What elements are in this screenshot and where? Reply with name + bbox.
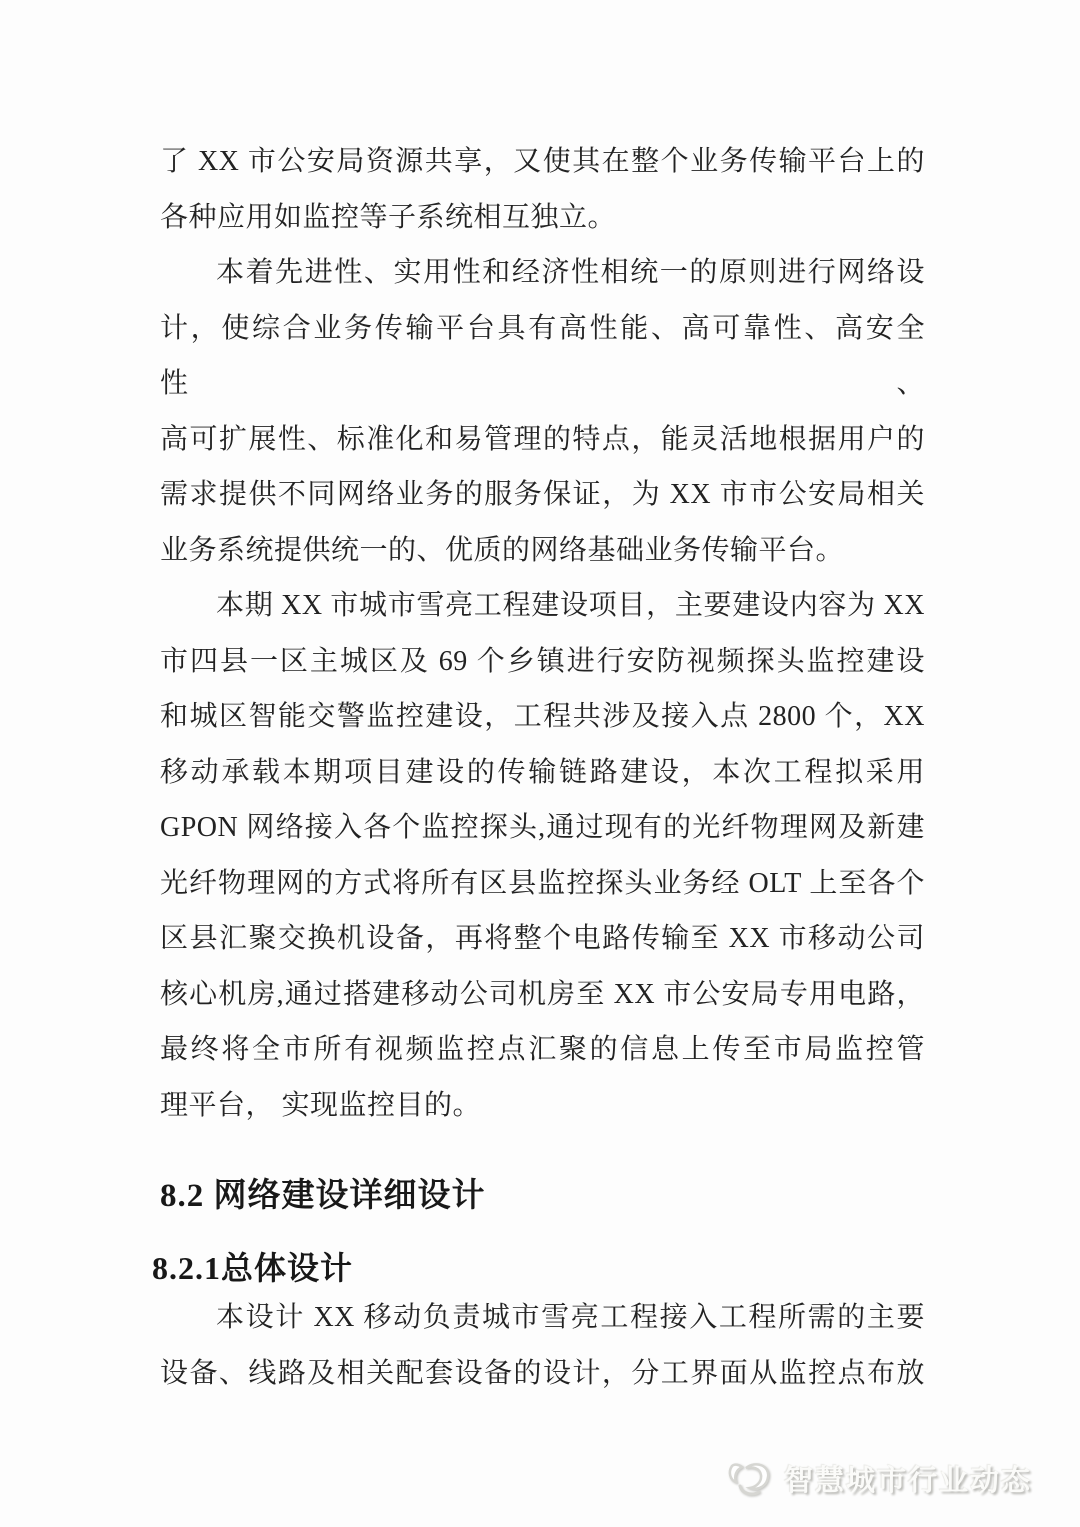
document-line: 了 XX 市公安局资源共享，又使其在整个业务传输平台上的 [160, 146, 925, 177]
document-line: 本着先进性、实用性和经济性相统一的原则进行网络设 [216, 257, 925, 288]
document-line: 高可扩展性、标准化和易管理的特点，能灵活地根据用户的 [160, 423, 925, 455]
document-line: 设备、线路及相关配套设备的设计，分工界面从监控点布放 [160, 1357, 925, 1389]
document-line: 理平台， 实现监控目的。 [160, 1089, 482, 1121]
document-line: 计，使综合业务传输平台具有高性能、高可靠性、高安全性、 [160, 312, 925, 399]
document-line: GPON 网络接入各个监控探头,通过现有的光纤物理网及新建 [160, 812, 925, 843]
document-line: 核心机房,通过搭建移动公司机房至 XX 市公安局专用电路， [160, 978, 925, 1010]
section-heading: 8.2.1总体设计 [152, 1250, 354, 1286]
document-line: 区县汇聚交换机设备，再将整个电路传输至 XX 市移动公司 [160, 923, 925, 954]
document-line: 需求提供不同网络业务的服务保证，为 XX 市市公安局相关 [160, 479, 925, 510]
document-line: 市四县一区主城区及 69 个乡镇进行安防视频探头监控建设 [160, 645, 925, 677]
document-line: 业务系统提供统一的、优质的网络基础业务传输平台。 [160, 534, 845, 566]
watermark [726, 1456, 1032, 1500]
document-content [152, 134, 925, 1401]
document-line: 本设计 XX 移动负责城市雪亮工程接入工程所需的主要 [216, 1302, 925, 1333]
watermark-text: 智慧城市行业动态 [783, 1464, 1032, 1497]
document-line: 移动承载本期项目建设的传输链路建设，本次工程拟采用 [160, 756, 925, 788]
publisher-logo-icon [726, 1456, 774, 1500]
section-heading: 8.2 网络建设详细设计 [160, 1178, 486, 1214]
document-line: 本期 XX 市城市雪亮工程建设项目，主要建设内容为 XX [216, 590, 925, 621]
document-line: 光纤物理网的方式将所有区县监控探头业务经 OLT 上至各个 [160, 867, 925, 899]
document-line: 和城区智能交警监控建设，工程共涉及接入点 2800 个，XX [160, 701, 925, 732]
document-line: 各种应用如监控等子系统相互独立。 [160, 201, 617, 233]
document-line: 最终将全市所有视频监控点汇聚的信息上传至市局监控管 [160, 1034, 925, 1065]
